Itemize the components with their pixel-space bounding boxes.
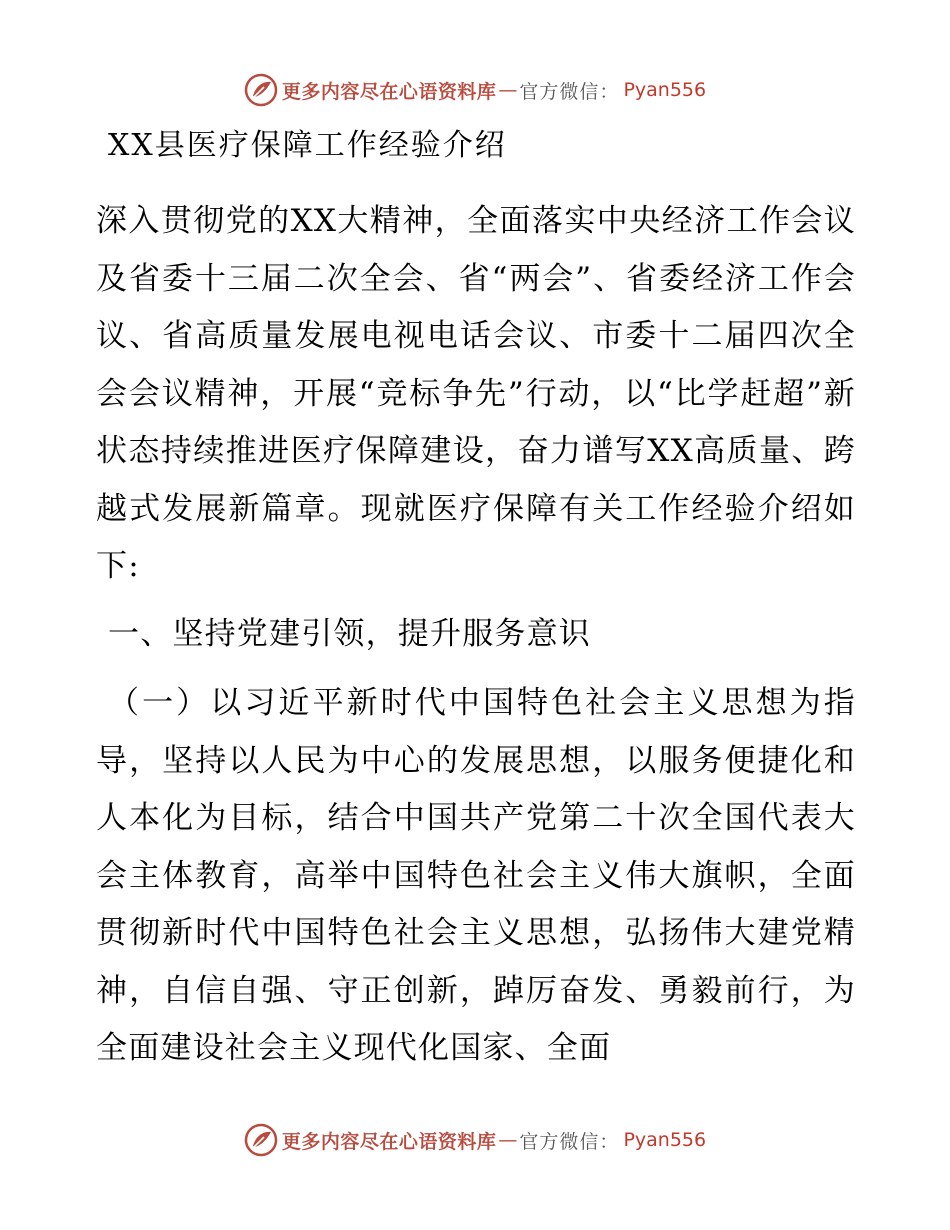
- separator: —: [498, 1129, 518, 1151]
- wechat-label: 官方微信：: [519, 1130, 620, 1153]
- brand-text: 更多内容尽在心语资料库: [281, 1130, 497, 1153]
- wechat-id: Pyan556: [623, 79, 707, 101]
- intro-paragraph-text: 深入贯彻党的XX大精神，全面落实中央经济工作会议及省委十三届二次全会、省“两会”、省委经济工作会议、省高质量发展电视电话会议、市委十二届四次全会会议精神，开展“竞标争先”行动，以“比学赶超”新状态持续推进医疗保障建设，奋力谱写XX高质量、跨越式发展新篇章。现就医疗保障有关工作经验介绍如下:: [96, 203, 856, 584]
- footer-watermark-banner: [0, 1120, 950, 1160]
- wechat-id: Pyan556: [623, 1129, 707, 1151]
- wechat-label: 官方微信：: [519, 80, 620, 103]
- red-leaf-logo-icon: [244, 1123, 278, 1157]
- section-heading: 一、坚持党建引领，提升服务意识: [108, 615, 591, 652]
- red-leaf-logo-icon: [244, 73, 278, 107]
- subsection-paragraph: （一）以习近平新时代中国特色社会主义思想为指导，坚持以人民为中心的发展思想，以服务便捷化和人本化为目标，结合中国共产党第二十次全国代表大会主体教育，高举中国特色社会主义伟大旗帜，全面贯彻新时代中国特色社会主义思想，弘扬伟大建党精神，自信自强、守正创新，踔厉奋发、勇毅前行，为全面建设社会主义现代化国家、全面: [96, 685, 856, 1066]
- document-body: [96, 124, 856, 1078]
- brand-text: 更多内容尽在心语资料库: [281, 80, 497, 103]
- intro-paragraph: [96, 193, 856, 596]
- document-title: XX县医疗保障工作经验介绍: [108, 128, 507, 163]
- separator: —: [498, 79, 518, 101]
- header-watermark-banner: [0, 70, 950, 110]
